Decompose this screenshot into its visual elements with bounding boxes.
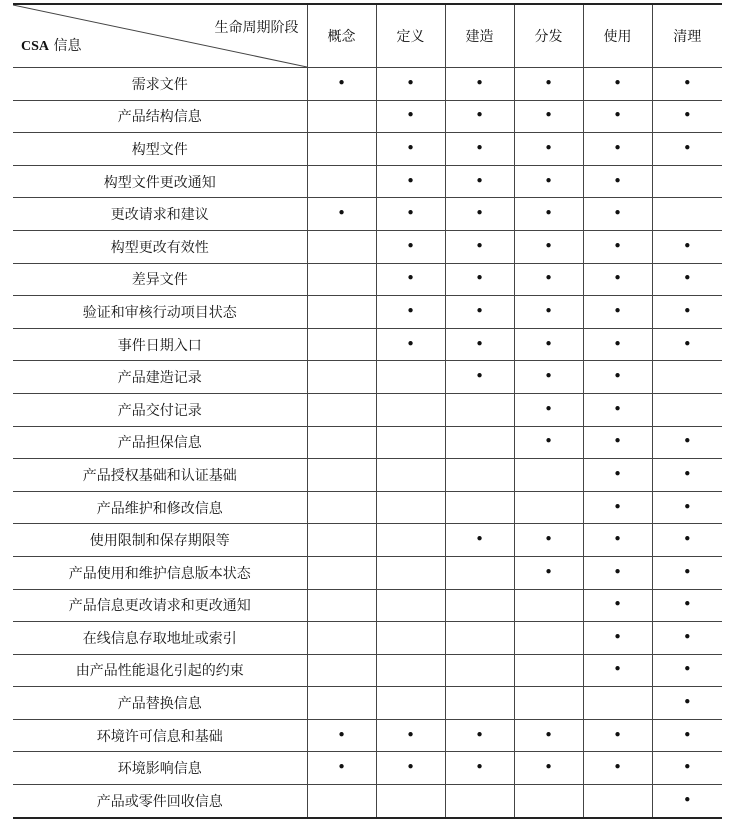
stage-cell [583,198,652,231]
applicable-dot-marker: • [544,725,553,744]
stage-cell [307,524,376,557]
stage-cell [652,589,722,622]
applicable-dot-marker: • [682,660,692,679]
table-body [13,68,722,818]
stage-cell [652,68,722,101]
stage-cell [376,524,445,557]
applicable-dot-marker: • [544,106,553,125]
stage-cell [652,524,722,557]
applicable-dot-marker: • [475,236,484,255]
applicable-dot-marker: • [613,301,622,320]
applicable-dot-marker: • [475,367,484,386]
applicable-dot-marker: • [682,790,692,809]
stage-cell [514,393,583,426]
csa-info-item: 事件日期入口 [13,328,307,361]
applicable-dot-marker: • [682,334,692,353]
stage-cell [652,459,722,492]
stage-cell [583,263,652,296]
applicable-dot-marker: • [406,758,415,777]
table-row [13,328,722,361]
applicable-dot-marker: • [613,106,622,125]
stage-cell [583,68,652,101]
csa-abbrev: CSA [21,39,50,54]
table-row [13,524,722,557]
csa-info-item: 产品使用和维护信息版本状态 [13,556,307,589]
applicable-dot-marker: • [406,106,415,125]
stage-cell [376,589,445,622]
applicable-dot-marker: • [613,660,622,679]
csa-info-item: 产品替换信息 [13,687,307,720]
stage-cell [376,654,445,687]
stage-cell [445,328,514,361]
stage-cell [307,589,376,622]
csa-info-item: 环境许可信息和基础 [13,719,307,752]
applicable-dot-marker: • [406,73,415,92]
applicable-dot-marker: • [406,138,415,157]
stage-header-build: 建造 [445,4,514,68]
stage-cell [307,719,376,752]
stage-header-disposal: 清理 [652,4,722,68]
applicable-dot-marker: • [682,725,692,744]
stage-cell [376,165,445,198]
applicable-dot-marker: • [682,693,692,712]
applicable-dot-marker: • [475,530,484,549]
csa-info-item: 产品或零件回收信息 [13,785,307,818]
csa-info-label [21,35,81,55]
stage-cell [307,263,376,296]
stage-cell [376,328,445,361]
stage-header-operation: 使用 [583,4,652,68]
applicable-dot-marker: • [475,138,484,157]
stage-cell [445,165,514,198]
stage-cell [307,752,376,785]
stage-cell [652,133,722,166]
stage-cell [652,752,722,785]
stage-cell [445,589,514,622]
stage-cell [514,426,583,459]
table-row [13,133,722,166]
stage-cell [583,752,652,785]
stage-cell [583,785,652,818]
stage-cell [514,556,583,589]
applicable-dot-marker: • [613,530,622,549]
stage-cell [652,426,722,459]
stage-cell [652,100,722,133]
stage-header-concept: 概念 [307,4,376,68]
stage-cell [307,491,376,524]
csa-info-item: 环境影响信息 [13,752,307,785]
stage-cell [514,654,583,687]
stage-cell [652,263,722,296]
stage-cell [652,556,722,589]
stage-cell [445,556,514,589]
stage-cell [307,100,376,133]
applicable-dot-marker: • [406,236,415,255]
stage-cell [307,165,376,198]
stage-cell [514,198,583,231]
stage-cell [652,719,722,752]
stage-cell [583,524,652,557]
applicable-dot-marker: • [337,73,346,92]
csa-lifecycle-table [13,3,722,819]
stage-cell [445,752,514,785]
stage-cell [514,524,583,557]
table-row [13,68,722,101]
stage-cell [376,263,445,296]
applicable-dot-marker: • [613,758,622,777]
stage-cell [514,589,583,622]
stage-cell [583,556,652,589]
applicable-dot-marker: • [682,73,692,92]
csa-info-item: 产品交付记录 [13,393,307,426]
csa-info-item: 构型文件更改通知 [13,165,307,198]
stage-cell [307,361,376,394]
applicable-dot-marker: • [475,758,484,777]
applicable-dot-marker: • [682,432,692,451]
stage-cell [445,524,514,557]
applicable-dot-marker: • [406,334,415,353]
stage-cell [445,263,514,296]
csa-info-item: 由产品性能退化引起的约束 [13,654,307,687]
table-row [13,426,722,459]
applicable-dot-marker: • [613,171,622,190]
applicable-dot-marker: • [613,367,622,386]
applicable-dot-marker: • [337,204,346,223]
stage-cell [583,589,652,622]
applicable-dot-marker: • [613,204,622,223]
stage-cell [583,328,652,361]
csa-info-item: 产品建造记录 [13,361,307,394]
stage-cell [652,361,722,394]
applicable-dot-marker: • [544,758,553,777]
stage-cell [583,230,652,263]
stage-cell [514,361,583,394]
csa-info-item: 差异文件 [13,263,307,296]
applicable-dot-marker: • [475,106,484,125]
applicable-dot-marker: • [544,73,553,92]
applicable-dot-marker: • [613,595,622,614]
stage-cell [583,296,652,329]
stage-cell [376,68,445,101]
stage-cell [307,133,376,166]
applicable-dot-marker: • [682,236,692,255]
csa-info-item: 更改请求和建议 [13,198,307,231]
stage-cell [376,426,445,459]
stage-cell [583,719,652,752]
stage-cell [445,785,514,818]
applicable-dot-marker: • [613,562,622,581]
corner-header-cell [13,4,307,68]
stage-cell [514,622,583,655]
stage-cell [583,393,652,426]
applicable-dot-marker: • [613,627,622,646]
stage-cell [445,491,514,524]
applicable-dot-marker: • [475,725,484,744]
applicable-dot-marker: • [613,399,622,418]
stage-cell [514,133,583,166]
stage-cell [652,785,722,818]
applicable-dot-marker: • [613,432,622,451]
stage-header-distribution: 分发 [514,4,583,68]
stage-cell [376,459,445,492]
stage-cell [652,296,722,329]
stage-cell [652,393,722,426]
stage-cell [307,328,376,361]
applicable-dot-marker: • [544,334,553,353]
stage-cell [307,393,376,426]
applicable-dot-marker: • [544,269,553,288]
table-row [13,100,722,133]
table-row [13,230,722,263]
table-row [13,165,722,198]
stage-cell [514,328,583,361]
applicable-dot-marker: • [544,432,553,451]
applicable-dot-marker: • [544,399,553,418]
stage-cell [376,491,445,524]
stage-cell [307,622,376,655]
stage-cell [307,459,376,492]
csa-info-item: 构型文件 [13,133,307,166]
stage-cell [514,785,583,818]
stage-cell [583,361,652,394]
applicable-dot-marker: • [613,269,622,288]
table-row [13,263,722,296]
applicable-dot-marker: • [544,138,553,157]
stage-cell [514,165,583,198]
stage-cell [652,328,722,361]
stage-header-definition: 定义 [376,4,445,68]
stage-cell [445,100,514,133]
stage-cell [445,622,514,655]
applicable-dot-marker: • [406,725,415,744]
applicable-dot-marker: • [682,530,692,549]
lifecycle-stage-label: 生命周期阶段 [214,20,299,36]
stage-cell [514,459,583,492]
applicable-dot-marker: • [682,138,692,157]
applicable-dot-marker: • [406,269,415,288]
applicable-dot-marker: • [337,758,346,777]
applicable-dot-marker: • [544,301,553,320]
stage-cell [307,654,376,687]
stage-cell [376,230,445,263]
stage-cell [583,165,652,198]
table-row [13,296,722,329]
applicable-dot-marker: • [613,725,622,744]
applicable-dot-marker: • [475,73,484,92]
stage-cell [376,393,445,426]
info-word: 信息 [49,38,82,54]
stage-cell [652,198,722,231]
applicable-dot-marker: • [544,562,553,581]
stage-cell [445,133,514,166]
stage-cell [445,459,514,492]
csa-info-item: 构型更改有效性 [13,230,307,263]
stage-cell [514,752,583,785]
applicable-dot-marker: • [613,73,622,92]
stage-cell [445,426,514,459]
csa-info-item: 产品担保信息 [13,426,307,459]
applicable-dot-marker: • [682,758,692,777]
stage-cell [652,687,722,720]
stage-cell [376,785,445,818]
stage-cell [583,459,652,492]
stage-cell [445,687,514,720]
table-row [13,393,722,426]
csa-info-item: 产品维护和修改信息 [13,491,307,524]
applicable-dot-marker: • [475,204,484,223]
stage-cell [445,198,514,231]
csa-info-item: 需求文件 [13,68,307,101]
stage-cell [307,426,376,459]
table-row [13,622,722,655]
stage-cell [583,100,652,133]
stage-cell [307,68,376,101]
stage-cell [307,230,376,263]
applicable-dot-marker: • [682,464,692,483]
stage-cell [514,687,583,720]
csa-info-item: 验证和审核行动项目状态 [13,296,307,329]
stage-cell [652,230,722,263]
stage-cell [514,100,583,133]
applicable-dot-marker: • [475,171,484,190]
stage-cell [445,68,514,101]
table-row [13,556,722,589]
applicable-dot-marker: • [337,725,346,744]
stage-cell [445,296,514,329]
applicable-dot-marker: • [406,171,415,190]
stage-cell [445,230,514,263]
applicable-dot-marker: • [613,497,622,516]
stage-cell [652,654,722,687]
table-row [13,459,722,492]
table-row [13,687,722,720]
table-row [13,589,722,622]
applicable-dot-marker: • [475,269,484,288]
applicable-dot-marker: • [682,627,692,646]
table-row [13,198,722,231]
table-row [13,654,722,687]
stage-cell [307,198,376,231]
applicable-dot-marker: • [544,367,553,386]
stage-cell [583,622,652,655]
stage-cell [376,622,445,655]
stage-cell [652,491,722,524]
header-row [13,4,722,68]
stage-cell [652,165,722,198]
stage-cell [307,556,376,589]
applicable-dot-marker: • [544,204,553,223]
stage-cell [445,654,514,687]
stage-cell [445,719,514,752]
table-row [13,491,722,524]
stage-cell [376,719,445,752]
applicable-dot-marker: • [682,562,692,581]
stage-cell [376,296,445,329]
stage-cell [307,687,376,720]
stage-cell [583,133,652,166]
stage-cell [652,622,722,655]
stage-cell [307,785,376,818]
stage-cell [514,230,583,263]
stage-cell [376,556,445,589]
applicable-dot-marker: • [613,464,622,483]
applicable-dot-marker: • [544,530,553,549]
stage-cell [445,361,514,394]
stage-cell [376,198,445,231]
applicable-dot-marker: • [406,204,415,223]
applicable-dot-marker: • [682,497,692,516]
stage-cell [583,687,652,720]
stage-cell [514,263,583,296]
stage-cell [376,687,445,720]
stage-cell [583,654,652,687]
stage-cell [376,133,445,166]
stage-cell [514,296,583,329]
applicable-dot-marker: • [682,269,692,288]
stage-cell [376,100,445,133]
table-row [13,361,722,394]
stage-cell [514,68,583,101]
stage-cell [445,393,514,426]
applicable-dot-marker: • [682,106,692,125]
stage-cell [583,426,652,459]
table-row [13,719,722,752]
stage-cell [376,752,445,785]
csa-info-item: 使用限制和保存期限等 [13,524,307,557]
applicable-dot-marker: • [544,236,553,255]
stage-cell [583,491,652,524]
stage-cell [376,361,445,394]
csa-info-item: 产品结构信息 [13,100,307,133]
applicable-dot-marker: • [544,171,553,190]
table-row [13,785,722,818]
applicable-dot-marker: • [406,301,415,320]
csa-info-item: 产品信息更改请求和更改通知 [13,589,307,622]
applicable-dot-marker: • [475,334,484,353]
applicable-dot-marker: • [475,301,484,320]
applicable-dot-marker: • [682,595,692,614]
csa-info-item: 在线信息存取地址或索引 [13,622,307,655]
applicable-dot-marker: • [613,334,622,353]
applicable-dot-marker: • [613,138,622,157]
table-row [13,752,722,785]
applicable-dot-marker: • [682,301,692,320]
stage-cell [307,296,376,329]
applicable-dot-marker: • [613,236,622,255]
csa-info-item: 产品授权基础和认证基础 [13,459,307,492]
stage-cell [514,491,583,524]
stage-cell [514,719,583,752]
